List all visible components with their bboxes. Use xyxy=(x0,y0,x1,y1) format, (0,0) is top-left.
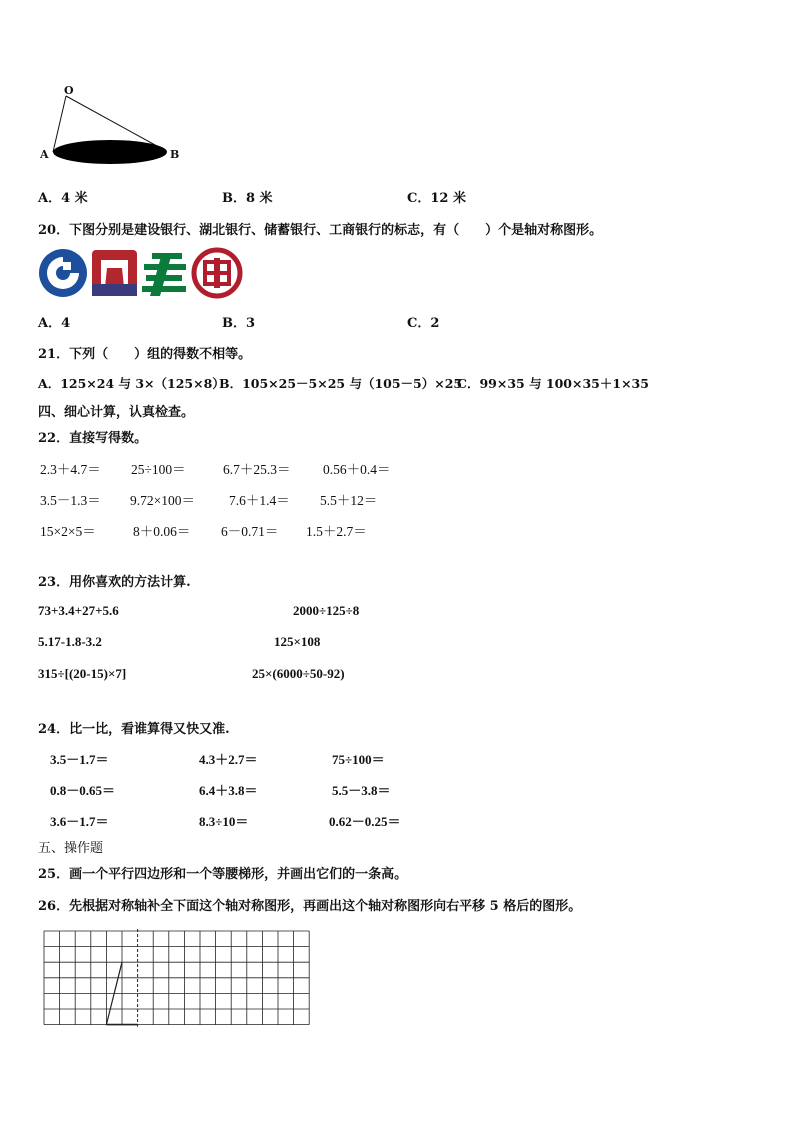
q24-item: 3.6－1.7＝ xyxy=(50,814,109,829)
q19-option-c: C．12 米 xyxy=(407,191,466,206)
q21-option-b: B．105×25－5×25 与（105－5）×25 xyxy=(219,376,463,391)
q20-text: 20．下图分别是建设银行、湖北银行、储蓄银行、工商银行的标志，有（ ）个是轴对称图形。 xyxy=(38,223,603,238)
q21-text: 21．下列（ ）组的得数不相等。 xyxy=(38,347,252,362)
q23-item: 315÷[(20-15)×7] xyxy=(38,666,127,681)
q23-item: 2000÷125÷8 xyxy=(293,603,360,618)
section-4-heading: 四、细心计算，认真检查。 xyxy=(38,405,195,420)
q23-item: 73+3.4+27+5.6 xyxy=(38,603,119,618)
q22-item: 5.5＋12＝ xyxy=(320,493,378,508)
q22-item: 9.72×100＝ xyxy=(130,493,195,508)
q24-item: 0.8－0.65＝ xyxy=(50,783,116,798)
cone-label-a: A xyxy=(40,148,49,161)
cone-label-b: B xyxy=(170,148,180,161)
q22-item: 7.6＋1.4＝ xyxy=(229,493,290,508)
q26-text: 26．先根据对称轴补全下面这个轴对称图形，再画出这个轴对称图形向右平移 5 格后的图形。 xyxy=(38,899,582,914)
q22-item: 8＋0.06＝ xyxy=(133,524,191,539)
q22-item: 25÷100＝ xyxy=(131,462,186,477)
q22-item: 15×2×5＝ xyxy=(40,524,96,539)
q22-item: 2.3＋4.7＝ xyxy=(40,462,101,477)
q20-option-c: C．2 xyxy=(407,316,440,331)
q23-item: 25×(6000÷50-92) xyxy=(252,666,345,681)
section-5-heading: 五、操作题 xyxy=(38,841,104,856)
q21-option-a: A．125×24 与 3×（125×8） xyxy=(38,376,225,391)
q23-text: 23．用你喜欢的方法计算. xyxy=(38,575,191,590)
q24-item: 5.5－3.8＝ xyxy=(332,783,391,798)
q24-item: 75÷100＝ xyxy=(332,752,385,767)
q19-option-a: A．4 米 xyxy=(38,191,88,206)
q22-text: 22．直接写得数。 xyxy=(38,431,148,446)
q24-text: 24．比一比，看谁算得又快又准. xyxy=(38,722,230,737)
q24-item: 8.3÷10＝ xyxy=(199,814,249,829)
cone-label-o: O xyxy=(64,84,74,97)
q24-item: 0.62－0.25＝ xyxy=(329,814,401,829)
q22-item: 6－0.71＝ xyxy=(221,524,279,539)
q23-item: 5.17-1.8-3.2 xyxy=(38,634,102,649)
q22-item: 6.7＋25.3＝ xyxy=(223,462,291,477)
q20-option-b: B．3 xyxy=(222,316,256,331)
q24-item: 3.5－1.7＝ xyxy=(50,752,109,767)
q19-option-b: B．8 米 xyxy=(222,191,273,206)
q25-text: 25．画一个平行四边形和一个等腰梯形，并画出它们的一条高。 xyxy=(38,867,408,882)
q23-item: 125×108 xyxy=(274,634,321,649)
q20-option-a: A．4 xyxy=(38,316,71,331)
q22-item: 1.5＋2.7＝ xyxy=(306,524,367,539)
q22-item: 0.56＋0.4＝ xyxy=(323,462,391,477)
q24-item: 4.3＋2.7＝ xyxy=(199,752,258,767)
q22-item: 3.5－1.3＝ xyxy=(40,493,101,508)
q24-item: 6.4＋3.8＝ xyxy=(199,783,258,798)
q21-option-c: C．99×35 与 100×35＋1×35 xyxy=(457,376,649,391)
